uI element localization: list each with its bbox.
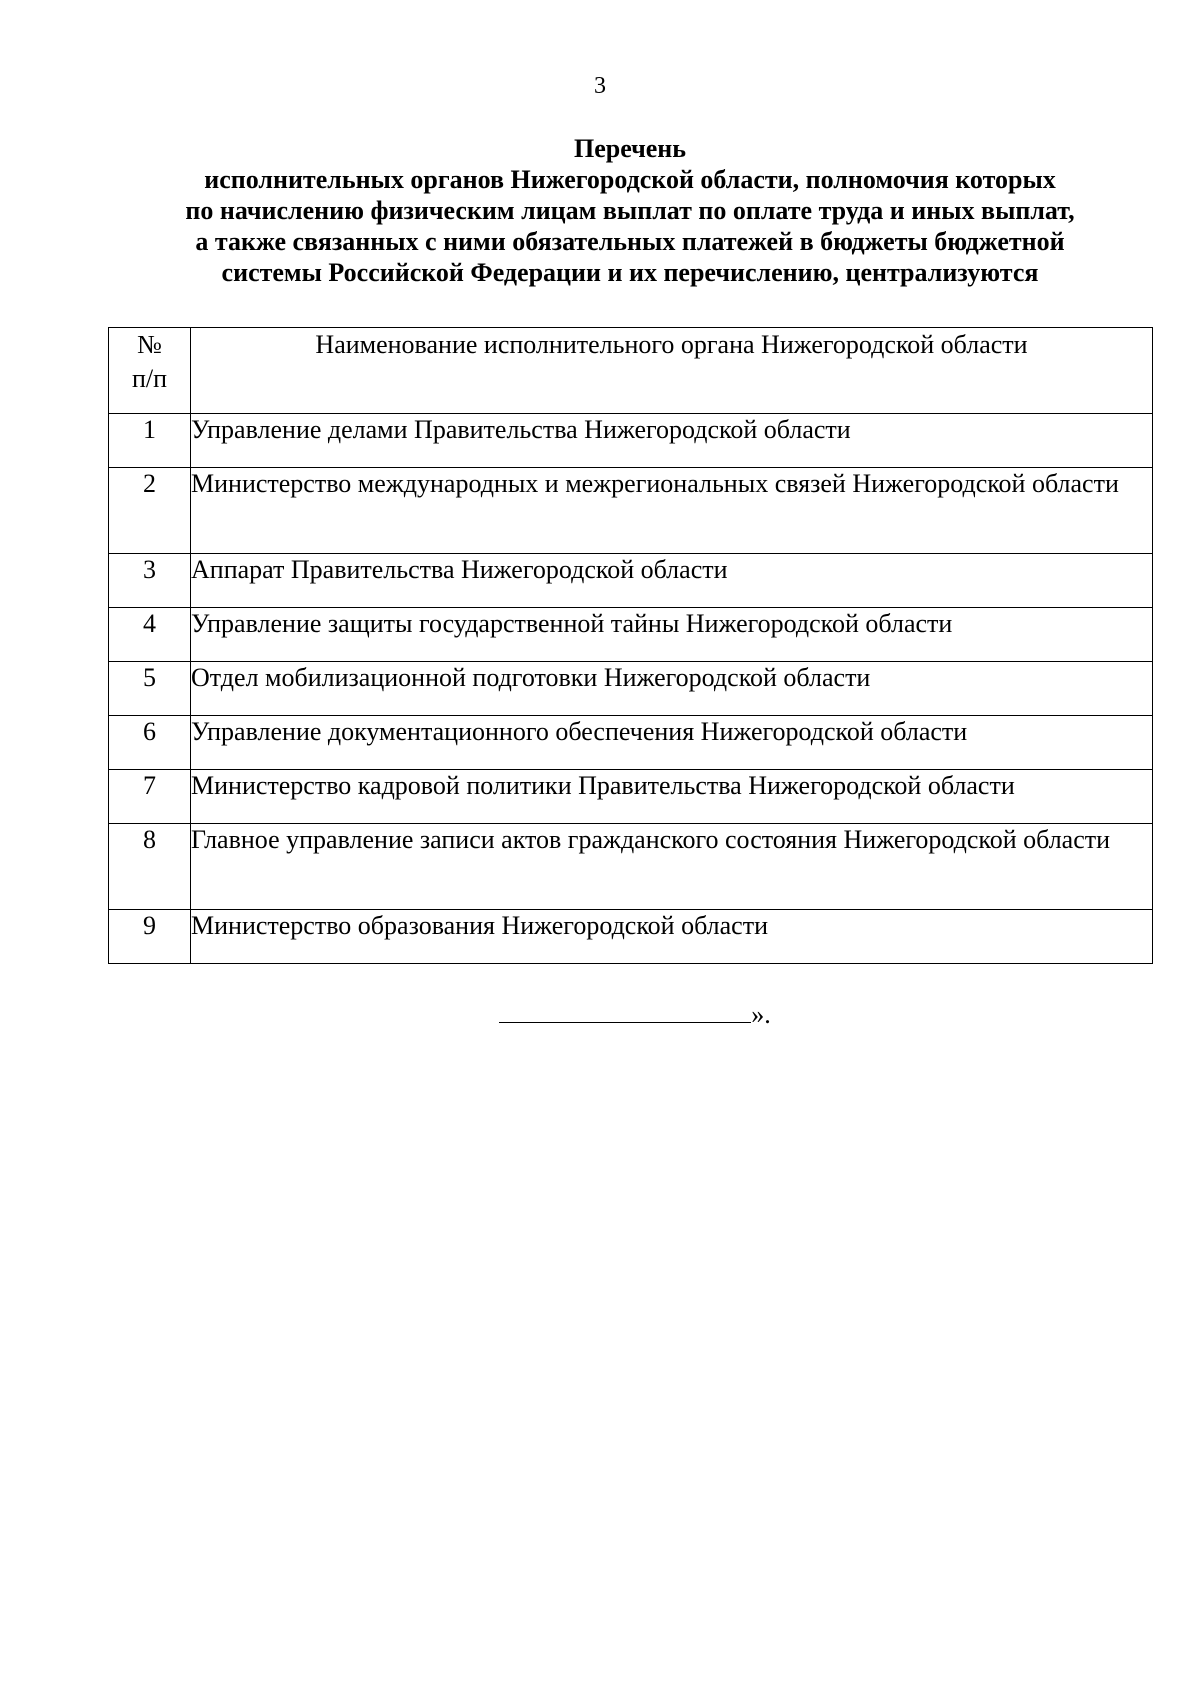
table-row bbox=[109, 608, 1153, 662]
row-number: 5 bbox=[109, 662, 191, 716]
row-number: 7 bbox=[109, 770, 191, 824]
organization-name: Управление делами Правительства Нижегородской области bbox=[191, 414, 1153, 468]
organization-name: Отдел мобилизационной подготовки Нижегородской области bbox=[191, 662, 1153, 716]
table-row bbox=[109, 468, 1153, 554]
column-header-number bbox=[109, 328, 191, 414]
title-line: системы Российской Федерации и их перечислению, централизуются bbox=[221, 258, 1039, 287]
row-number: 1 bbox=[109, 414, 191, 468]
closing-underline bbox=[499, 1000, 751, 1023]
title-line: по начислению физическим лицам выплат по оплате труда и иных выплат, bbox=[185, 196, 1075, 225]
organization-name: Управление защиты государственной тайны Нижегородской области bbox=[191, 608, 1153, 662]
closing-line bbox=[0, 1000, 1200, 1030]
closing-quote: ». bbox=[751, 1000, 771, 1029]
page-number: 3 bbox=[594, 73, 606, 99]
table-row bbox=[109, 414, 1153, 468]
row-number: 8 bbox=[109, 824, 191, 910]
organizations-table bbox=[108, 327, 1153, 964]
table-row bbox=[109, 716, 1153, 770]
table-row bbox=[109, 910, 1153, 964]
row-number: 3 bbox=[109, 554, 191, 608]
organization-name: Управление документационного обеспечения Нижегородской области bbox=[191, 716, 1153, 770]
column-header-number-sign: № bbox=[137, 330, 162, 359]
organization-name: Министерство кадровой политики Правительства Нижегородской области bbox=[191, 770, 1153, 824]
table-header-row bbox=[109, 328, 1153, 414]
table-row bbox=[109, 554, 1153, 608]
organization-name: Главное управление записи актов гражданского состояния Нижегородской области bbox=[191, 824, 1153, 910]
organization-name: Министерство международных и межрегиональных связей Нижегородской области bbox=[191, 468, 1153, 554]
organization-name: Министерство образования Нижегородской области bbox=[191, 910, 1153, 964]
title-line: исполнительных органов Нижегородской области, полномочия которых bbox=[204, 165, 1056, 194]
title-line: а также связанных с ними обязательных платежей в бюджеты бюджетной bbox=[195, 227, 1065, 256]
row-number: 6 bbox=[109, 716, 191, 770]
title-heading: Перечень bbox=[573, 134, 687, 163]
row-number: 4 bbox=[109, 608, 191, 662]
row-number: 2 bbox=[109, 468, 191, 554]
table-row bbox=[109, 770, 1153, 824]
row-number: 9 bbox=[109, 910, 191, 964]
column-header-name: Наименование исполнительного органа Нижегородской области bbox=[191, 328, 1153, 414]
organization-name: Аппарат Правительства Нижегородской области bbox=[191, 554, 1153, 608]
table-row bbox=[109, 824, 1153, 910]
document-title bbox=[100, 133, 1160, 288]
table-row bbox=[109, 662, 1153, 716]
column-header-number-abbr: п/п bbox=[131, 364, 168, 393]
